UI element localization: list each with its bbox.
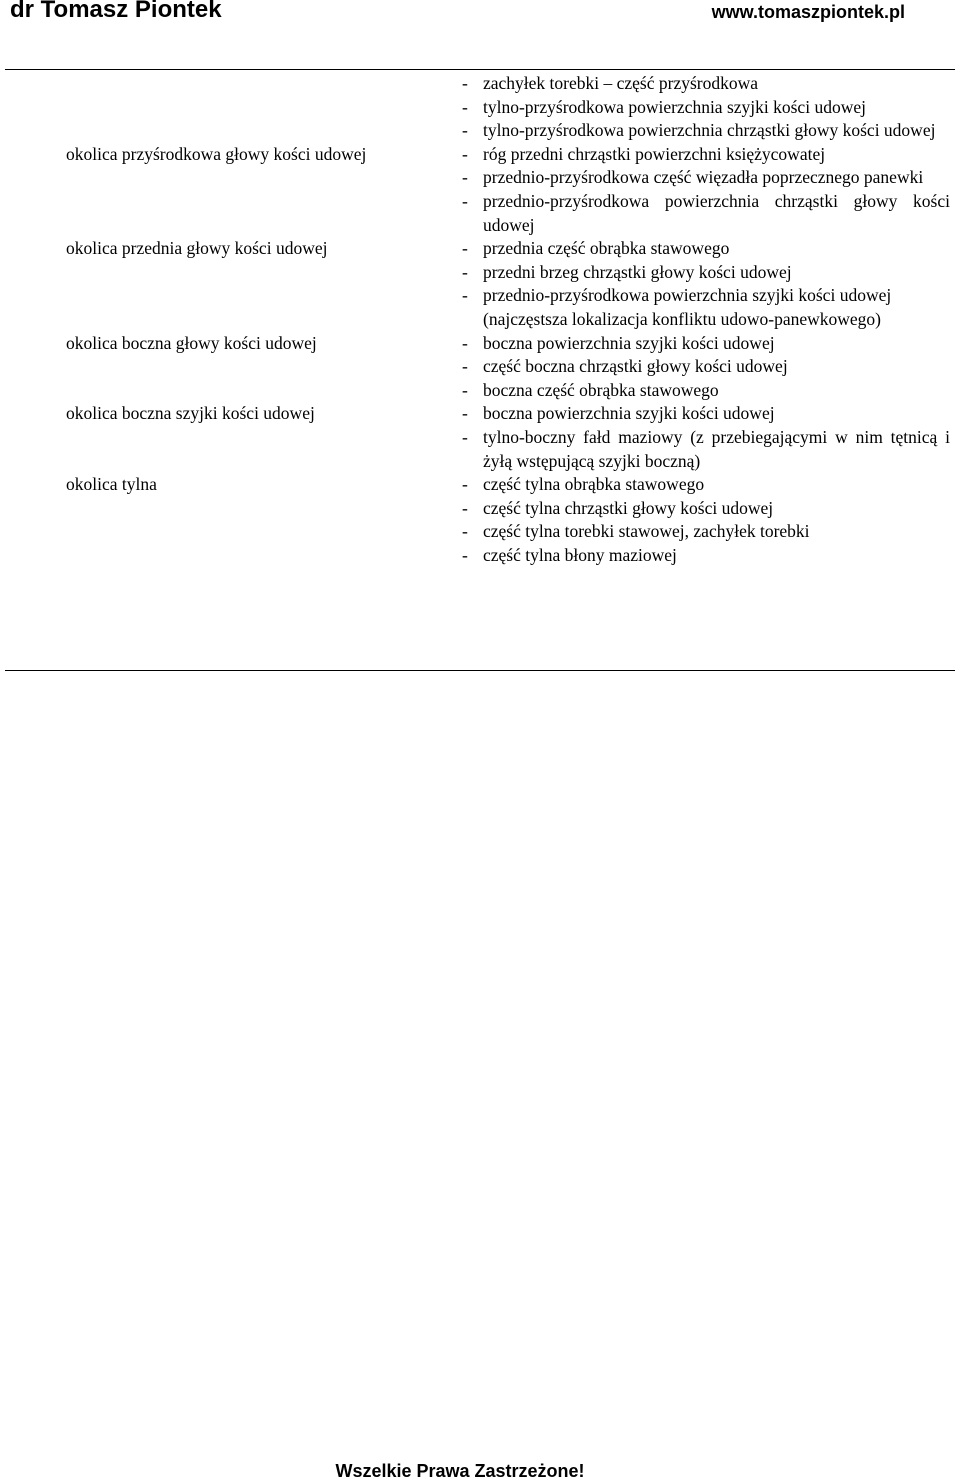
list-item: - część boczna chrząstki głowy kości udowej xyxy=(462,355,950,379)
table-row xyxy=(0,402,960,473)
list-item: - tylno-przyśrodkowa powierzchnia chrząstki głowy kości udowej xyxy=(462,119,950,143)
list-item-note: (najczęstsza lokalizacja konfliktu udowo-panewkowego) xyxy=(483,308,881,329)
row-label: okolica przednia głowy kości udowej xyxy=(66,238,328,259)
list-item: - róg przedni chrząstki powierzchni księżycowatej xyxy=(462,143,950,167)
row-label: okolica boczna szyjki kości udowej xyxy=(66,403,315,424)
list-item: - tylno-przyśrodkowa powierzchnia szyjki kości udowej xyxy=(462,96,950,120)
list-item: - przednio-przyśrodkowa część więzadła poprzecznego panewki xyxy=(462,166,950,190)
list-item: - boczna powierzchnia szyjki kości udowej xyxy=(462,402,950,426)
list-item: - przednio-przyśrodkowa powierzchnia chrząstki głowy kości udowej xyxy=(462,190,950,237)
row-label: okolica przyśrodkowa głowy kości udowej xyxy=(66,143,367,164)
row-items xyxy=(462,473,950,567)
row-label: okolica boczna głowy kości udowej xyxy=(66,332,317,353)
row-items xyxy=(462,402,950,473)
list-item: - boczna część obrąbka stawowego xyxy=(462,379,950,403)
copyright-footer: Wszelkie Prawa Zastrzeżone! xyxy=(335,1461,585,1481)
row-items xyxy=(462,332,950,403)
row-items xyxy=(462,237,950,331)
list-item: - boczna powierzchnia szyjki kości udowej xyxy=(462,332,950,356)
table-top-rule xyxy=(5,69,955,70)
table-row xyxy=(0,332,960,403)
author-name: dr Tomasz Piontek xyxy=(10,0,222,23)
list-item: - część tylna chrząstki głowy kości udowej xyxy=(462,497,950,521)
list-item: - zachyłek torebki – część przyśrodkowa xyxy=(462,72,950,96)
website-link[interactable]: www.tomaszpiontek.pl xyxy=(711,2,905,22)
table-row xyxy=(0,473,960,567)
list-item: - część tylna błony maziowej xyxy=(462,544,950,568)
list-item: - tylno-boczny fałd maziowy (z przebiegającymi w nim tętnicą i żyłą wstępującą szyjki boczną) xyxy=(462,426,950,473)
row-label: okolica tylna xyxy=(66,474,157,495)
anatomy-table xyxy=(0,72,960,567)
list-item: - przednia część obrąbka stawowego xyxy=(462,237,950,261)
page-header xyxy=(0,0,960,30)
row-items xyxy=(462,72,950,143)
list-item: - część tylna obrąbka stawowego xyxy=(462,473,950,497)
table-bottom-rule xyxy=(5,670,955,671)
list-item: - część tylna torebki stawowej, zachyłek torebki xyxy=(462,520,950,544)
list-item: - przedni brzeg chrząstki głowy kości udowej xyxy=(462,261,950,285)
table-row xyxy=(0,237,960,331)
list-item: - przednio-przyśrodkowa powierzchnia szyjki kości udowej xyxy=(462,284,950,308)
table-row xyxy=(0,72,960,143)
row-items xyxy=(462,143,950,237)
table-row xyxy=(0,143,960,237)
